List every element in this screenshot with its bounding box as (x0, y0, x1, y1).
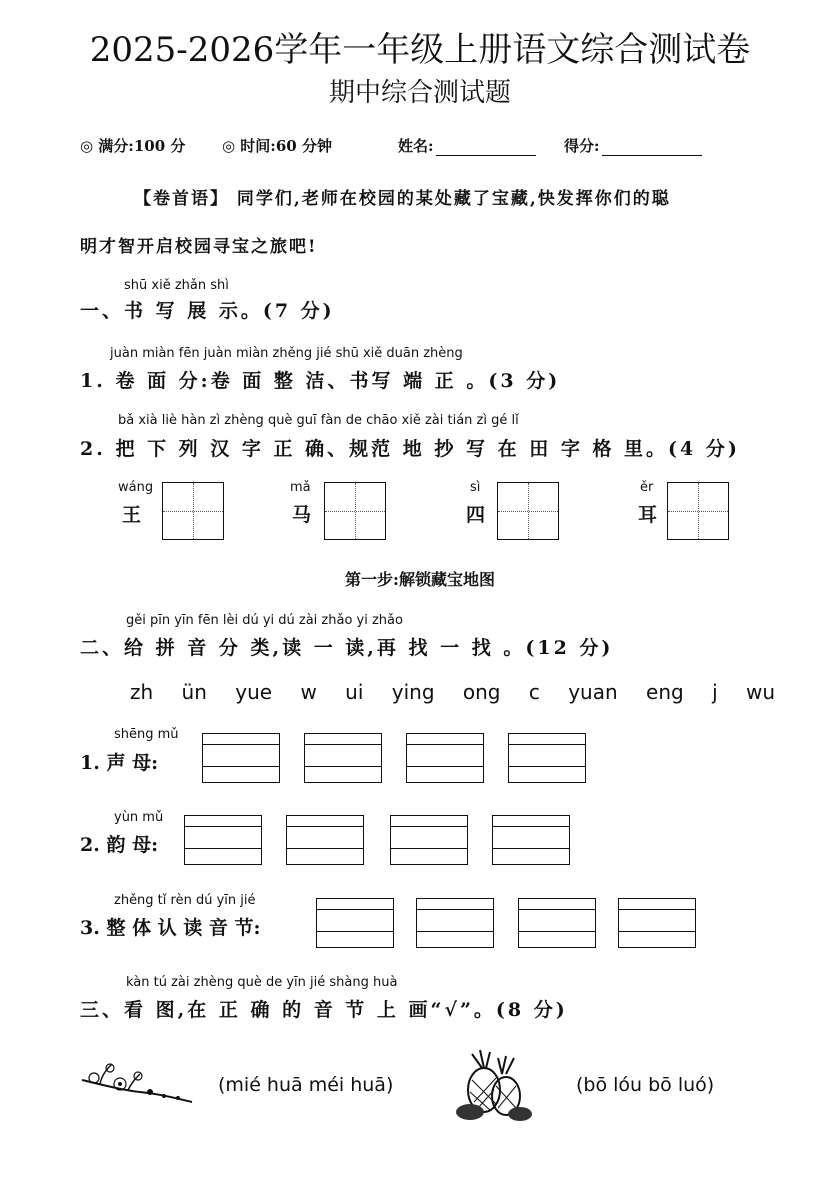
shengmu-box-1[interactable] (202, 733, 280, 783)
pineapple-icon (450, 1046, 536, 1126)
char-pinyin-er: ěr (640, 480, 654, 495)
section2-pinyin: gěi pīn yīn fēn lèi dú yi dú zài zhǎo yi zhǎo (126, 613, 403, 628)
score-blank[interactable] (602, 141, 702, 156)
tianzige-er[interactable] (667, 482, 729, 540)
exam-subtitle: 期中综合测试题 (328, 78, 511, 108)
q2-text: 2. 把 下 列 汉 字 正 确、规范 地 抄 写 在 田 字 格 里。(4 分) (80, 438, 740, 460)
pinyin-item: ün (181, 680, 207, 704)
char-wang: 王 (122, 504, 142, 526)
row3-label: 3. 整 体 认 读 音 节: (80, 917, 261, 939)
yunmu-box-3[interactable] (390, 815, 468, 865)
yunmu-box-1[interactable] (184, 815, 262, 865)
pinyin-item: ying (391, 680, 435, 704)
score-field[interactable] (564, 135, 702, 156)
pinyin-item: w (300, 680, 317, 704)
q1-text: 1. 卷 面 分:卷 面 整 洁、书写 端 正 。(3 分) (80, 370, 561, 392)
pinyin-item: ong (462, 680, 501, 704)
name-blank[interactable] (436, 141, 536, 156)
pinyin-item: ui (345, 680, 364, 704)
option-plum[interactable]: (mié huā méi huā) (218, 1074, 394, 1096)
row2-label: 2. 韵 母: (80, 834, 159, 856)
step1-heading: 第一步:解锁藏宝地图 (345, 570, 495, 589)
row3-pinyin: zhěng tǐ rèn dú yīn jié (114, 893, 256, 908)
pinyin-item: c (528, 680, 540, 704)
zhengti-box-3[interactable] (518, 898, 596, 948)
tianzige-si[interactable] (497, 482, 559, 540)
pinyin-item: yue (235, 680, 273, 704)
section1-heading: 一、书 写 展 示。(7 分) (80, 300, 335, 322)
row1-pinyin: shēng mǔ (114, 727, 179, 742)
zhengti-box-1[interactable] (316, 898, 394, 948)
name-label: 姓名: (398, 137, 434, 155)
intro-line-2: 明才智开启校园寻宝之旅吧! (80, 237, 318, 257)
q1-pinyin: juàn miàn fēn juàn miàn zhěng jié shū xiě duān zhèng (110, 346, 463, 361)
plum-blossom-icon (80, 1060, 200, 1110)
char-pinyin-ma: mǎ (290, 480, 311, 495)
char-pinyin-si: sì (470, 480, 481, 495)
char-pinyin-wang: wáng (118, 480, 154, 495)
time-limit: ◎ 时间:60 分钟 (222, 137, 332, 155)
row2-pinyin: yùn mǔ (114, 810, 164, 825)
pinyin-items (130, 680, 797, 704)
section2-heading: 二、给 拼 音 分 类,读 一 读,再 找 一 找 。(12 分) (80, 637, 614, 659)
name-field[interactable] (398, 135, 536, 156)
option-pineapple[interactable]: (bō lóu bō luó) (576, 1074, 715, 1096)
section1-pinyin: shū xiě zhǎn shì (124, 278, 229, 293)
section3-pinyin: kàn tú zài zhèng què de yīn jié shàng huà (126, 975, 398, 990)
pinyin-item: wu (746, 680, 776, 704)
q2-pinyin: bǎ xià liè hàn zì zhèng què guī fàn de chāo xiě zài tián zì gé lǐ (118, 413, 519, 428)
shengmu-box-3[interactable] (406, 733, 484, 783)
pinyin-item: zh (130, 680, 154, 704)
zhengti-box-2[interactable] (416, 898, 494, 948)
shengmu-box-4[interactable] (508, 733, 586, 783)
score-label: 得分: (564, 137, 600, 155)
row1-label: 1. 声 母: (80, 752, 159, 774)
yunmu-box-2[interactable] (286, 815, 364, 865)
pinyin-item: j (712, 680, 718, 704)
yunmu-box-4[interactable] (492, 815, 570, 865)
shengmu-box-2[interactable] (304, 733, 382, 783)
char-er: 耳 (638, 504, 658, 526)
pinyin-item: yuan (568, 680, 618, 704)
char-si: 四 (466, 504, 486, 526)
tianzige-ma[interactable] (324, 482, 386, 540)
char-ma: 马 (292, 504, 312, 526)
intro-line-1: 【卷首语】 同学们,老师在校园的某处藏了宝藏,快发挥你们的聪 (134, 189, 671, 209)
section3-heading: 三、看 图,在 正 确 的 音 节 上 画“√”。(8 分) (80, 999, 568, 1021)
zhengti-box-4[interactable] (618, 898, 696, 948)
pinyin-item: eng (646, 680, 684, 704)
exam-title: 2025-2026学年一年级上册语文综合测试卷 (89, 30, 751, 70)
full-score: ◎ 满分:100 分 (80, 137, 186, 155)
tianzige-wang[interactable] (162, 482, 224, 540)
